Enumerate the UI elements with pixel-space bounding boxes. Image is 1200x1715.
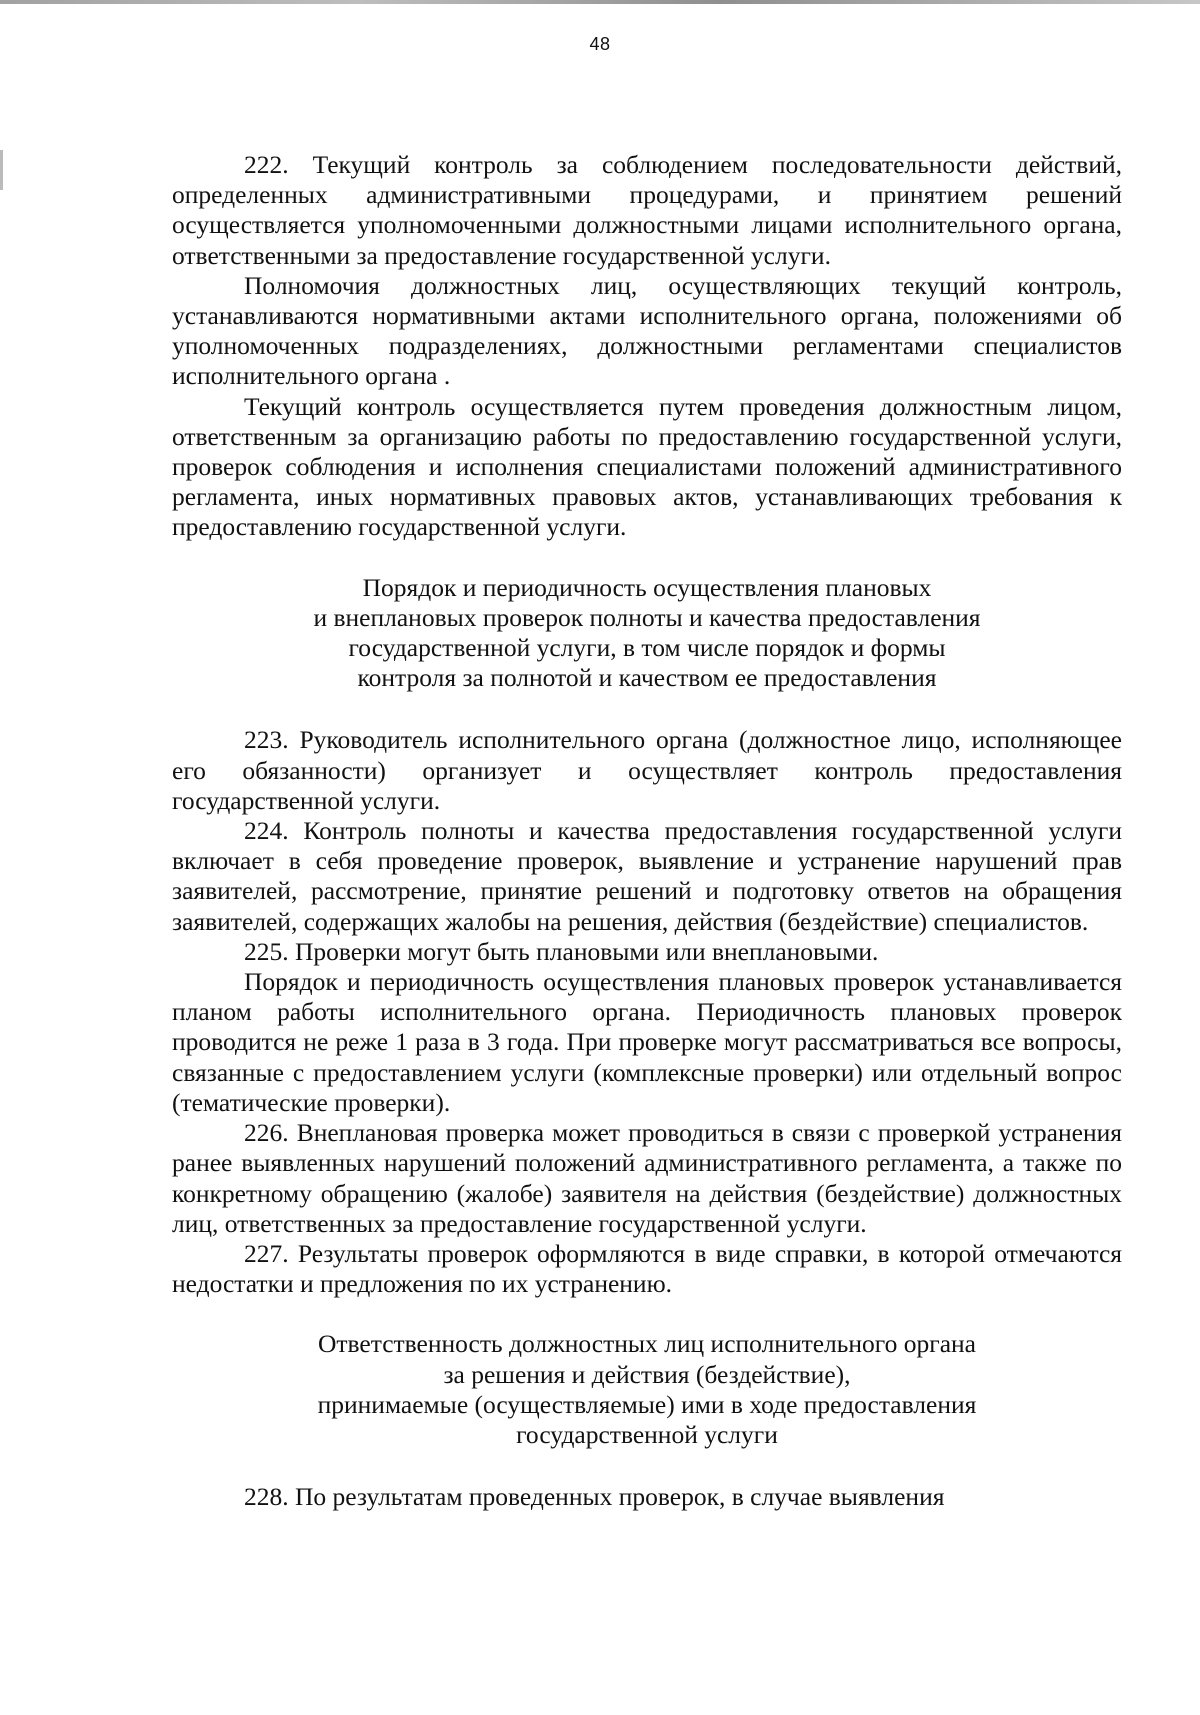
page-number: 48	[589, 34, 611, 54]
paragraph-223: 223. Руководитель исполнительного органа (должностное лицо, исполняющее его обязанности) организует и осуществляет контроль предоставления государственной услуги.	[172, 725, 1122, 815]
paragraph-224: 224. Контроль полноты и качества предоставления государственной услуги включает в себя проведение проверок, выявление и устранение нарушений прав заявителей, рассмотрение, принятие решений и подготовку ответов на обращения заявителей, содержащих жалобы на решения, действия (бездействие) специалистов.	[172, 816, 1122, 936]
heading-line: и внеплановых проверок полноты и качества предоставления	[313, 602, 981, 632]
heading-line: принимаемые (осуществляемые) ими в ходе предоставления	[317, 1389, 977, 1419]
heading-line: государственной услуги	[516, 1419, 778, 1449]
section-heading-responsibility	[172, 1329, 1122, 1450]
heading-line: Порядок и периодичность осуществления плановых	[362, 572, 932, 602]
document-body	[172, 150, 1122, 1512]
heading-line: государственной услуги, в том числе порядок и формы	[348, 633, 946, 663]
paragraph-225: 225. Проверки могут быть плановыми или внеплановыми.	[244, 936, 879, 966]
paragraph-authority: Полномочия должностных лиц, осуществляющих текущий контроль, устанавливаются нормативными актами исполнительного органа, положениями об уполномоченных подразделениях, должностными регламентами специалистов исполнительного органа .	[172, 270, 1122, 391]
section-heading-inspections	[172, 573, 1122, 694]
paragraph-current-control: Текущий контроль осуществляется путем проведения должностным лицом, ответственным за организацию работы по предоставлению государственной услуги, проверок соблюдения и исполнения специалистами положений административного регламента, иных нормативных правовых актов, устанавливающих требования к предоставлению государственной услуги.	[172, 391, 1122, 542]
heading-line: контроля за полнотой и качеством ее предоставления	[357, 663, 937, 693]
paragraph-228: 228. По результатам проведенных проверок, в случае выявления	[244, 1482, 945, 1512]
scan-edge-left	[0, 150, 3, 190]
paragraph-227: 227. Результаты проверок оформляются в виде справки, в которой отмечаются недостатки и предложения по их устранению.	[172, 1238, 1122, 1299]
paragraph-226: 226. Внеплановая проверка может проводиться в связи с проверкой устранения ранее выявленных нарушений положений административного регламента, а также по конкретному обращению (жалобе) заявителя на действия (бездействие) должностных лиц, ответственных за предоставление государственной услуги.	[172, 1118, 1122, 1238]
heading-line: Ответственность должностных лиц исполнительного органа	[317, 1329, 976, 1359]
heading-line: за решения и действия (бездействие),	[443, 1359, 851, 1389]
paragraph-planned-procedure: Порядок и периодичность осуществления плановых проверок устанавливается планом работы исполнительного органа. Периодичность плановых проверок проводится не реже 1 раза в 3 года. При проверке могут рассматриваться все вопросы, связанные с предоставлением услуги (комплексные проверки) или отдельный вопрос (тематические проверки).	[172, 967, 1122, 1117]
paragraph-222: 222. Текущий контроль за соблюдением последовательности действий, определенных административными процедурами, и принятием решений осуществляется уполномоченными должностными лицами исполнительного органа, ответственными за предоставление государственной услуги.	[172, 150, 1122, 270]
scan-edge-top	[0, 0, 1200, 4]
